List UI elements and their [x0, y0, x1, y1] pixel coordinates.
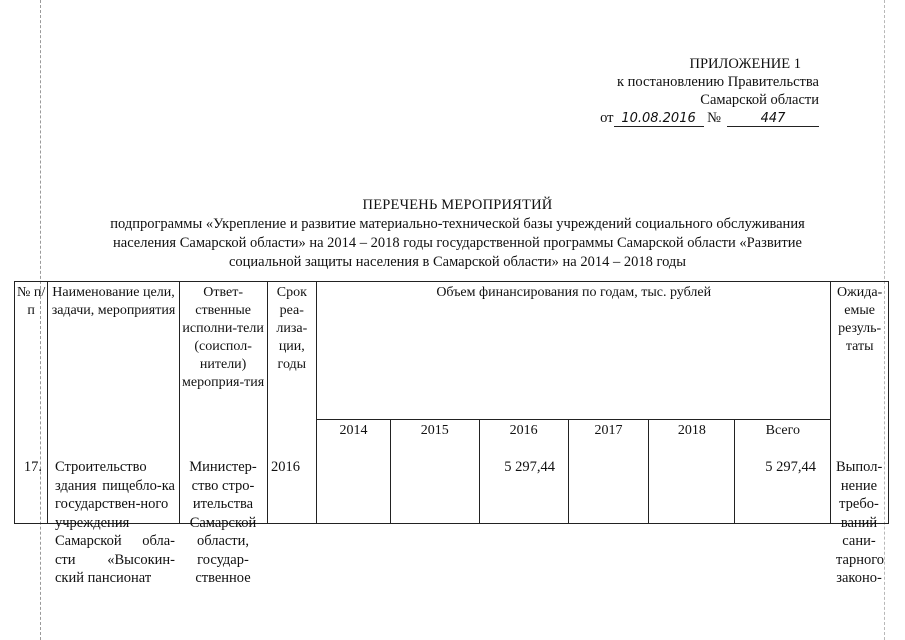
appendix-line1: к постановлению Правительства — [617, 74, 819, 90]
heading-title: ПЕРЕЧЕНЬ МЕРОПРИЯТИЙ — [362, 197, 553, 213]
table-header-row — [15, 282, 889, 420]
header-funding: Объем финансирования по годам, тыс. рублей — [317, 282, 831, 420]
date-prefix: от — [600, 110, 614, 126]
year-total: Всего — [735, 420, 831, 524]
appendix-block — [600, 55, 819, 127]
appendix-date-line — [600, 109, 819, 127]
row-name: Строительство здания пищебло-ка государствен-ного учреждения Самарской обла-сти «Высокин-ский пансионат — [55, 459, 175, 586]
document-heading — [60, 196, 855, 272]
year-2018: 2018 — [649, 420, 735, 524]
heading-line3: социальной защиты населения в Самарской области» на 2014 – 2018 годы — [228, 254, 687, 270]
appendix-line2: Самарской области — [700, 92, 819, 108]
handwritten-number: 447 — [727, 112, 819, 127]
row-result: Выпол-нение требо-ваний сани-тарного законо- — [836, 459, 885, 586]
row-executor: Министер-ство стро-ительства Самарской области, государ-ственное — [189, 459, 257, 586]
header-results: Ожида-емые резуль-таты — [831, 282, 889, 524]
row-value-2016: 5 297,44 — [504, 459, 555, 475]
row-term: 2016 — [271, 459, 300, 475]
header-name: Наименование цели, задачи, мероприятия — [48, 282, 179, 524]
row-value-total: 5 297,44 — [765, 459, 816, 475]
year-2017: 2017 — [568, 420, 649, 524]
handwritten-date: 10.08.2016 — [614, 112, 704, 127]
number-prefix: № — [707, 110, 721, 126]
header-executors: Ответ-ственные исполни-тели (соиспол-нители) мероприя-тия — [179, 282, 267, 524]
heading-line1: подпрограммы «Укрепление и развитие материально-технической базы учреждений социального обслуживания — [110, 216, 805, 232]
year-2016: 2016 — [479, 420, 568, 524]
year-2014: 2014 — [317, 420, 391, 524]
year-2015: 2015 — [390, 420, 479, 524]
header-term: Срок реа-лиза-ции, годы — [267, 282, 317, 524]
appendix-title: ПРИЛОЖЕНИЕ 1 — [689, 56, 801, 72]
heading-line2: населения Самарской области» на 2014 – 2018 годы государственной программы Самарской области «Развитие — [113, 235, 802, 251]
row-number: 17. — [23, 459, 42, 475]
header-num: № п/п — [15, 282, 48, 524]
